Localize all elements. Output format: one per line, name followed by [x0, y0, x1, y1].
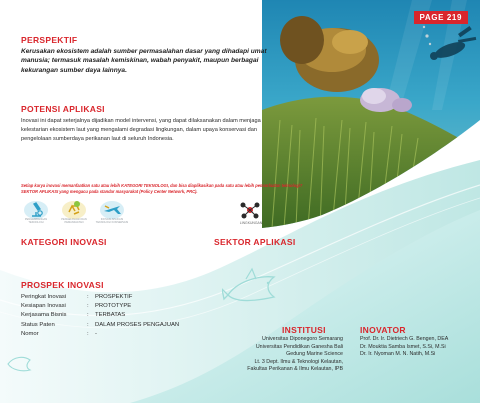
perspektif-heading: PERSPEKTIF	[21, 35, 78, 45]
row-value: DALAM PROSES PENGAJUAN	[95, 321, 180, 328]
potensi-aplikasi-heading: POTENSI APLIKASI	[21, 104, 105, 114]
table-row	[21, 302, 179, 311]
row-value: TERBATAS	[95, 312, 126, 319]
page-number-badge: PAGE 219	[414, 11, 468, 24]
list-item: Dr. Mouktia Samba Ismet, S.Si, M.Si	[360, 343, 446, 350]
kategori-caption: PENGEMBANGAN TEKNOLOGI	[24, 218, 48, 224]
row-separator: :	[87, 294, 89, 300]
list-item: Fakultas Perikanan & Ilmu Kelautan, IPB	[247, 366, 343, 373]
row-separator: :	[87, 312, 89, 319]
kategori-caption: INOVASI APLIKASI TEKNOLOGI KONSERVASI	[95, 218, 129, 224]
kategori-caption: PENGELOLAAN DAN PEMANFAATAN	[61, 218, 87, 224]
list-item: Lt. 3 Dept. Ilmu & Teknologi Kelautan,	[254, 358, 343, 365]
institusi-heading: INSTITUSI	[282, 325, 326, 335]
inovator-heading: INOVATOR	[360, 325, 406, 335]
category-note: Setiap karya inovasi memanfaatkan satu atau lebih KATEGORI TEKNOLOGI, dan bisa diaplikasikan pada satu atau lebih pemanfaatan teknologi? SEKTOR APLIKASI yang mengacu pada standar masyarakat (Policy Center Network, PRC).	[21, 183, 303, 194]
row-value: PROTOTYPE	[95, 303, 132, 310]
row-separator: :	[87, 303, 89, 310]
perspektif-text: Kerusakan ekosistem adalah sumber permasalahan dasar yang dihadapi umat manusia; termasuk masalah kemiskinan, wabah penyakit, maupun berbagai kekurangan sumber daya lainnya.	[21, 48, 267, 74]
row-key: Status Paten	[21, 321, 55, 328]
row-separator: :	[87, 321, 89, 328]
prospek-inovasi-heading: PROSPEK INOVASI	[21, 280, 104, 290]
list-item: Gedung Marine Science	[286, 351, 343, 358]
table-row	[21, 311, 179, 320]
kategori-inovasi-heading: KATEGORI INOVASI	[21, 237, 107, 247]
sektor-caption: LINGKUNGAN	[239, 221, 263, 225]
list-item: Prof. Dr. Ir. Dietriech G. Bengen, DEA	[360, 336, 449, 342]
table-row	[21, 321, 179, 330]
kategori-icons	[21, 196, 131, 230]
list-item: Universitas Diponegoro Semarang	[262, 336, 343, 342]
row-value: PROSPEKTIF	[95, 294, 133, 300]
row-key: Nomor	[21, 330, 39, 337]
row-key: Peringkat Inovasi	[21, 294, 67, 300]
small-fish-illustration	[4, 350, 34, 374]
row-key: Kesiapan Inovasi	[21, 303, 66, 310]
sektor-aplikasi-heading: SEKTOR APLIKASI	[214, 237, 296, 247]
row-key: Kerjasama Bisnis	[21, 312, 67, 319]
institusi-list	[247, 336, 343, 374]
inovator-list	[360, 336, 448, 359]
row-separator: :	[87, 330, 89, 337]
list-item: Dr. Ir. Nyoman M. N. Natih, M.Si	[360, 351, 436, 358]
row-value: -	[95, 330, 97, 337]
network-icon	[239, 200, 261, 220]
potensi-aplikasi-text: Inovasi ini dapat seterjalnya dijadikan model intervensi, yang dapat dilaksanakan dalam menjaga kelestarian ekosistem laut yang mengalami degradasi lingkungan, dalam upaya konservasi dan pengelolaan sumberdaya perikanan laut di seluruh Indonesia.	[21, 118, 261, 142]
table-row	[21, 293, 179, 302]
table-row	[21, 330, 179, 339]
list-item: Universitas Pendidikan Ganesha Bali	[255, 343, 343, 350]
fish-illustration	[222, 265, 282, 310]
prospek-table	[21, 293, 179, 339]
